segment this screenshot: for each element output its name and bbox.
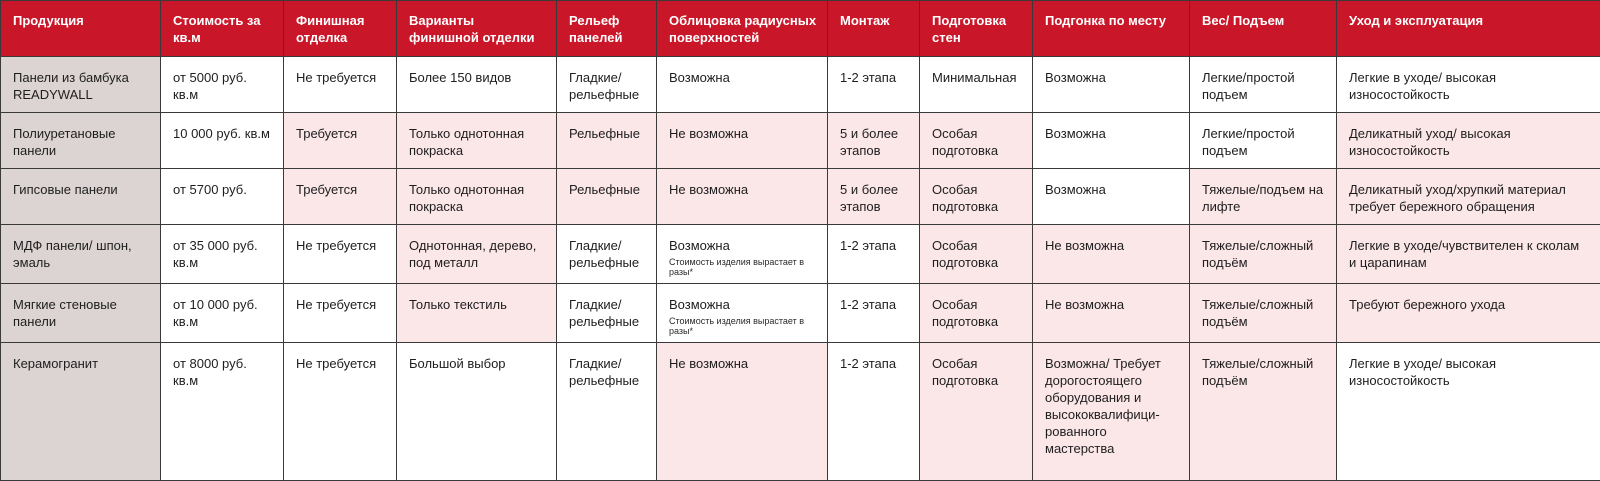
product-name-cell: Панели из бамбука READYWALL [1, 57, 161, 113]
table-row [1, 225, 1600, 284]
header-care: Уход и эксплуатация [1337, 1, 1600, 57]
table-body [1, 57, 1600, 481]
cell-footnote: Стоимость изделия вырастает в разы* [669, 257, 805, 277]
cell-text: Легкие в уходе/ высокая износостойкость [1349, 356, 1497, 388]
cell-care [1337, 57, 1600, 113]
cell-text: Особая подготовка [932, 356, 999, 388]
cell-installation [828, 343, 920, 481]
cell-wall-prep [920, 343, 1033, 481]
cell-care [1337, 225, 1600, 284]
table-row [1, 343, 1600, 481]
cell-text: Рельефные [569, 126, 640, 141]
cell-finish-options [397, 169, 557, 225]
cell-text: Не требуется [296, 70, 377, 85]
cell-text: Деликатный уход/ высокая износостойкость [1349, 126, 1511, 158]
cell-price [161, 343, 284, 481]
cell-text: от 10 000 руб. кв.м [173, 297, 258, 329]
cell-on-site-fitting [1033, 113, 1190, 169]
cell-installation [828, 169, 920, 225]
cell-price [161, 113, 284, 169]
cell-text: Только однотонная покраска [409, 126, 525, 158]
header-row [1, 1, 1600, 57]
cell-weight-lifting [1190, 225, 1337, 284]
cell-on-site-fitting [1033, 169, 1190, 225]
cell-relief [557, 113, 657, 169]
cell-text: от 35 000 руб. кв.м [173, 238, 258, 270]
cell-text: Тяжелые/сложный подъём [1202, 238, 1314, 270]
cell-price [161, 284, 284, 343]
cell-text: Гладкие/ рельефные [569, 297, 640, 329]
cell-care [1337, 113, 1600, 169]
cell-text: Требуется [296, 126, 358, 141]
cell-text: Возможна [1045, 126, 1106, 141]
cell-text: Не возможна [1045, 297, 1125, 312]
cell-text: Не требуется [296, 238, 377, 253]
header-finish: Финишная отделка [284, 1, 397, 57]
cell-relief [557, 169, 657, 225]
table-row [1, 113, 1600, 169]
header-wall-prep: Подготовка стен [920, 1, 1033, 57]
cell-installation [828, 57, 920, 113]
cell-wall-prep [920, 169, 1033, 225]
cell-text: Особая подготовка [932, 297, 999, 329]
cell-radius-cladding [657, 169, 828, 225]
cell-text: Легкие/простой подъем [1202, 126, 1295, 158]
cell-text: Не возможна [669, 356, 749, 371]
cell-on-site-fitting [1033, 57, 1190, 113]
cell-price [161, 169, 284, 225]
cell-text: Деликатный уход/хрупкий материал требует бережного обращения [1349, 182, 1566, 214]
cell-installation [828, 225, 920, 284]
cell-text: Возможна [669, 297, 730, 312]
cell-text: Рельефные [569, 182, 640, 197]
table-header [1, 1, 1600, 57]
cell-weight-lifting [1190, 113, 1337, 169]
cell-finish-options [397, 57, 557, 113]
cell-installation [828, 113, 920, 169]
cell-wall-prep [920, 57, 1033, 113]
cell-text: Не возможна [1045, 238, 1125, 253]
cell-care [1337, 169, 1600, 225]
cell-text: от 8000 руб. кв.м [173, 356, 247, 388]
cell-text: Особая подготовка [932, 182, 999, 214]
cell-finish-options [397, 284, 557, 343]
cell-text: Гладкие/ рельефные [569, 238, 640, 270]
table-row [1, 284, 1600, 343]
cell-text: 5 и более этапов [840, 126, 899, 158]
header-relief: Рельеф панелей [557, 1, 657, 57]
cell-relief [557, 343, 657, 481]
cell-text: Особая подготовка [932, 126, 999, 158]
product-name-cell: Полиуретановые панели [1, 113, 161, 169]
cell-finish [284, 343, 397, 481]
cell-text: Требуют бережного ухода [1349, 297, 1506, 312]
cell-finish-options [397, 343, 557, 481]
header-price: Стоимость за кв.м [161, 1, 284, 57]
cell-text: Минимальная [932, 70, 1017, 85]
cell-text: Не требуется [296, 356, 377, 371]
cell-text: 1-2 этапа [840, 238, 897, 253]
cell-text: Возможна/ Требует дорогостоящего оборудования и высококвалифици-рованного мастерства [1045, 356, 1161, 456]
product-name-cell: МДФ панели/ шпон, эмаль [1, 225, 161, 284]
cell-text: Возможна [669, 70, 730, 85]
table-row [1, 57, 1600, 113]
cell-text: Не требуется [296, 297, 377, 312]
header-installation: Монтаж [828, 1, 920, 57]
cell-footnote: Стоимость изделия вырастает в разы* [669, 316, 805, 336]
cell-finish-options [397, 113, 557, 169]
cell-text: Не возможна [669, 126, 749, 141]
cell-text: 1-2 этапа [840, 356, 897, 371]
cell-text: 10 000 руб. кв.м [173, 126, 270, 141]
cell-text: Более 150 видов [409, 70, 512, 85]
cell-radius-cladding [657, 284, 828, 343]
cell-relief [557, 57, 657, 113]
cell-weight-lifting [1190, 343, 1337, 481]
cell-text: Требуется [296, 182, 358, 197]
cell-care [1337, 284, 1600, 343]
cell-text: 5 и более этапов [840, 182, 899, 214]
header-radius-cladding: Облицовка радиусных поверхностей [657, 1, 828, 57]
product-name-cell: Мягкие стеновые панели [1, 284, 161, 343]
cell-text: Однотонная, дерево, под металл [409, 238, 537, 270]
header-finish-options: Варианты финишной отделки [397, 1, 557, 57]
cell-text: Возможна [1045, 70, 1106, 85]
cell-wall-prep [920, 284, 1033, 343]
header-on-site-fitting: Подгонка по месту [1033, 1, 1190, 57]
header-weight-lifting: Вес/ Подъем [1190, 1, 1337, 57]
cell-finish-options [397, 225, 557, 284]
cell-text: 1-2 этапа [840, 70, 897, 85]
cell-wall-prep [920, 225, 1033, 284]
cell-relief [557, 284, 657, 343]
cell-text: Не возможна [669, 182, 749, 197]
cell-radius-cladding [657, 113, 828, 169]
cell-finish [284, 284, 397, 343]
cell-weight-lifting [1190, 284, 1337, 343]
cell-text: Гладкие/ рельефные [569, 356, 640, 388]
cell-on-site-fitting [1033, 343, 1190, 481]
cell-price [161, 57, 284, 113]
cell-text: Гладкие/ рельефные [569, 70, 640, 102]
cell-text: Большой выбор [409, 356, 506, 371]
cell-text: Только однотонная покраска [409, 182, 525, 214]
cell-text: Особая подготовка [932, 238, 999, 270]
cell-weight-lifting [1190, 169, 1337, 225]
product-name-cell: Гипсовые панели [1, 169, 161, 225]
product-name-cell: Керамогранит [1, 343, 161, 481]
cell-text: от 5000 руб. кв.м [173, 70, 247, 102]
cell-finish [284, 225, 397, 284]
cell-text: от 5700 руб. [173, 182, 247, 197]
cell-weight-lifting [1190, 57, 1337, 113]
table-row [1, 169, 1600, 225]
cell-finish [284, 57, 397, 113]
cell-radius-cladding [657, 343, 828, 481]
header-product: Продукция [1, 1, 161, 57]
cell-installation [828, 284, 920, 343]
cell-wall-prep [920, 113, 1033, 169]
cell-text: Легкие в уходе/чувствителен к сколам и царапинам [1349, 238, 1580, 270]
cell-text: Тяжелые/сложный подъём [1202, 297, 1314, 329]
cell-radius-cladding [657, 225, 828, 284]
cell-text: Тяжелые/подъем на лифте [1202, 182, 1324, 214]
cell-text: Возможна [669, 238, 730, 253]
cell-text: Только текстиль [409, 297, 507, 312]
cell-text: Тяжелые/сложный подъём [1202, 356, 1314, 388]
cell-on-site-fitting [1033, 284, 1190, 343]
cell-text: Возможна [1045, 182, 1106, 197]
cell-text: 1-2 этапа [840, 297, 897, 312]
cell-on-site-fitting [1033, 225, 1190, 284]
cell-finish [284, 169, 397, 225]
cell-text: Легкие/простой подъем [1202, 70, 1295, 102]
cell-radius-cladding [657, 57, 828, 113]
cell-text: Легкие в уходе/ высокая износостойкость [1349, 70, 1497, 102]
cell-care [1337, 343, 1600, 481]
cell-relief [557, 225, 657, 284]
cell-finish [284, 113, 397, 169]
cell-price [161, 225, 284, 284]
